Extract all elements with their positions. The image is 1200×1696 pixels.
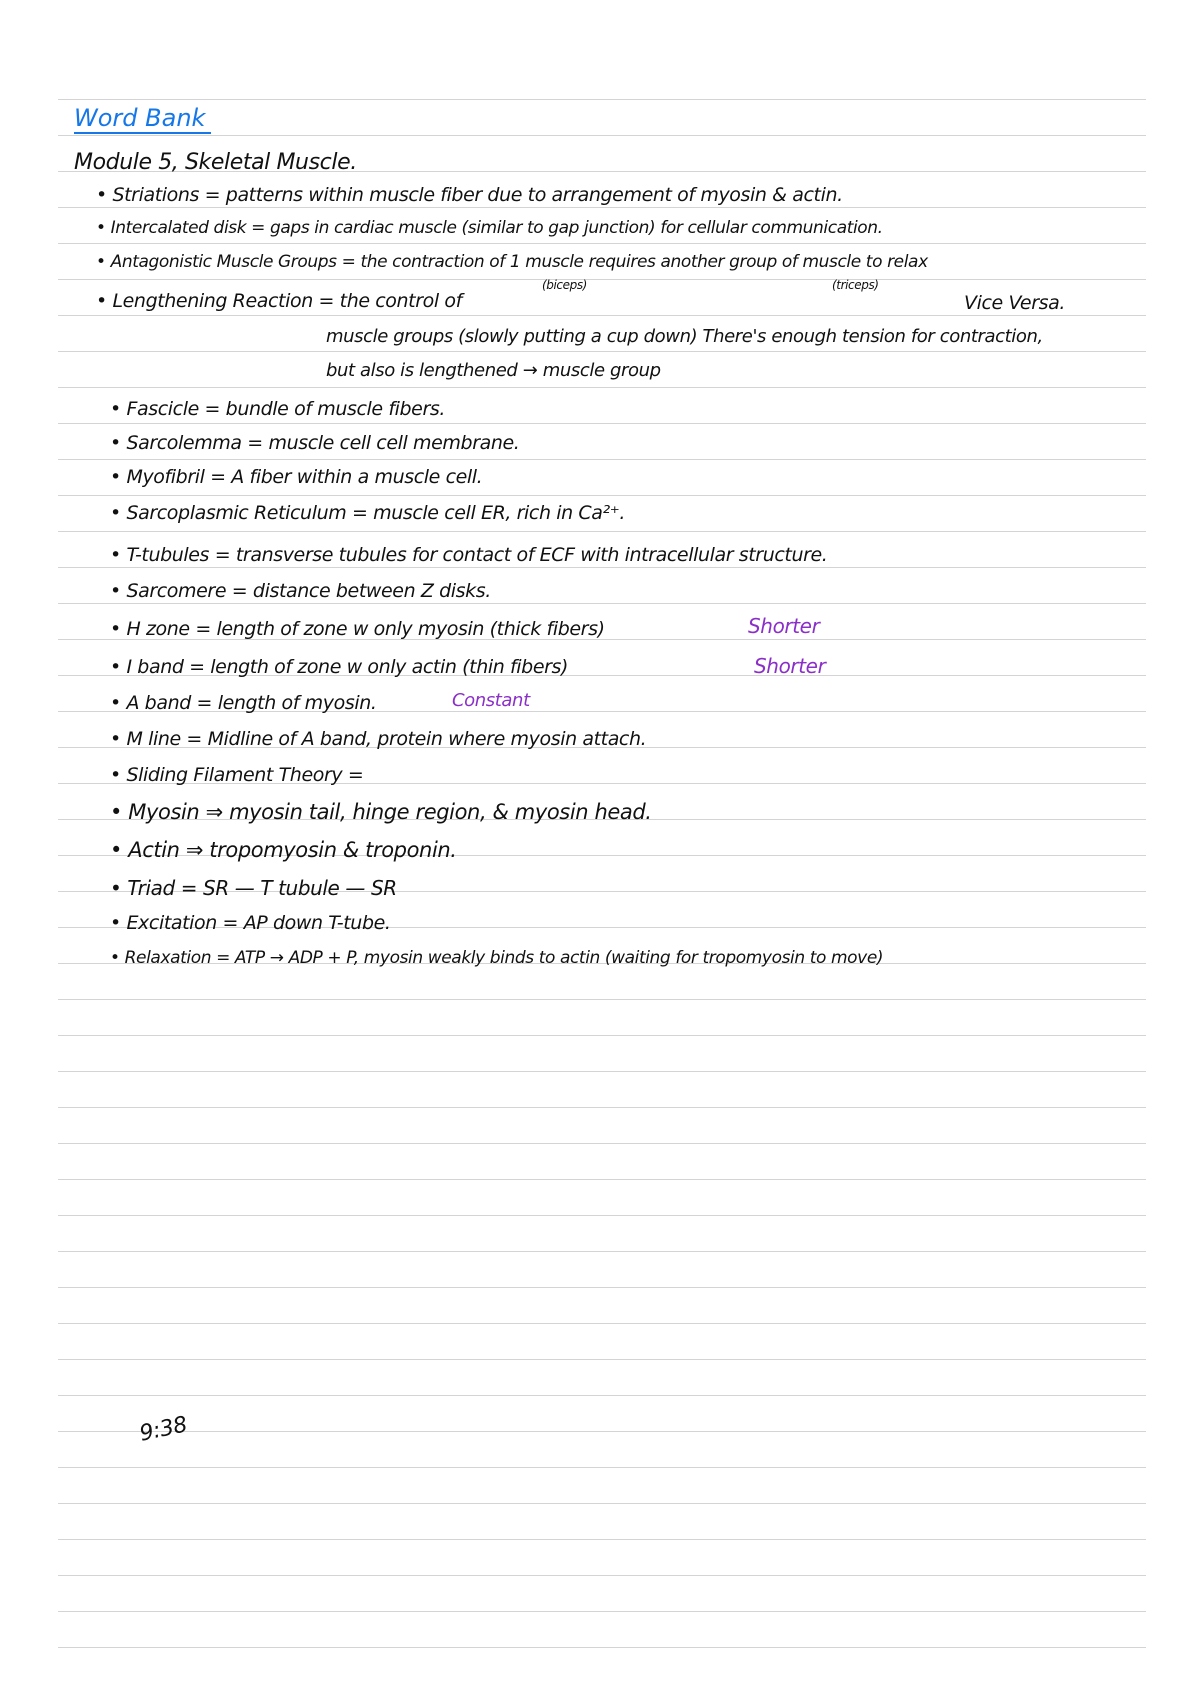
ruled-line <box>58 1323 1146 1324</box>
entry-lengthening-vice-versa: Vice Versa. <box>964 292 1066 314</box>
ruled-line <box>58 351 1146 352</box>
entry-antagonistic-muscle-groups: • Antagonistic Muscle Groups = the contraction of 1 muscle requires another group of muscle to relax <box>96 252 928 272</box>
entry-sarcolemma: • Sarcolemma = muscle cell cell membrane. <box>110 432 520 454</box>
entry-actin: • Actin ⇒ tropomyosin & troponin. <box>110 838 457 862</box>
annotation-h-zone-shorter: Shorter <box>748 614 820 638</box>
ruled-line <box>58 1107 1146 1108</box>
entry-lengthening-reaction: • Lengthening Reaction = the control of <box>96 290 462 312</box>
entry-excitation: • Excitation = AP down T-tube. <box>110 912 391 934</box>
ruled-line <box>58 567 1146 568</box>
ruled-line <box>58 1467 1146 1468</box>
ruled-line <box>58 1035 1146 1036</box>
ruled-line <box>58 387 1146 388</box>
ruled-line <box>58 1647 1146 1648</box>
entry-h-zone: • H zone = length of zone w only myosin (thick fibers) <box>110 618 605 640</box>
entry-intercalated-disk: • Intercalated disk = gaps in cardiac muscle (similar to gap junction) for cellular communication. <box>96 218 883 238</box>
entry-myofibril: • Myofibril = A fiber within a muscle cell. <box>110 466 483 488</box>
timestamp-note: 9:38 <box>137 1412 190 1447</box>
entry-relaxation: • Relaxation = ATP → ADP + P, myosin weakly binds to actin (waiting for tropomyosin to move) <box>110 948 884 968</box>
entry-fascicle: • Fascicle = bundle of muscle fibers. <box>110 398 445 420</box>
ruled-line <box>58 1611 1146 1612</box>
annotation-i-band-shorter: Shorter <box>754 654 826 678</box>
ruled-line <box>58 495 1146 496</box>
entry-sliding-filament-theory: • Sliding Filament Theory = <box>110 764 364 786</box>
ruled-line <box>58 999 1146 1000</box>
entry-striations: • Striations = patterns within muscle fiber due to arrangement of myosin & actin. <box>96 184 843 206</box>
annotation-triceps: (triceps) <box>832 278 879 292</box>
entry-i-band: • I band = length of zone w only actin (thin fibers) <box>110 656 569 678</box>
ruled-line <box>58 423 1146 424</box>
ruled-line <box>58 531 1146 532</box>
ruled-line <box>58 1575 1146 1576</box>
entry-sarcomere: • Sarcomere = distance between Z disks. <box>110 580 491 602</box>
ruled-line <box>58 1395 1146 1396</box>
ruled-line <box>58 1503 1146 1504</box>
module-heading: Module 5, Skeletal Muscle. <box>74 150 357 175</box>
ruled-line <box>58 1215 1146 1216</box>
ruled-line <box>58 1143 1146 1144</box>
entry-triad: • Triad = SR — T tubule — SR <box>110 876 397 900</box>
ruled-line <box>58 1071 1146 1072</box>
annotation-a-band-constant: Constant <box>452 690 530 711</box>
entry-a-band: • A band = length of myosin. <box>110 692 377 714</box>
annotation-biceps: (biceps) <box>542 278 587 292</box>
entry-t-tubules: • T-tubules = transverse tubules for contact of ECF with intracellular structure. <box>110 544 828 566</box>
ruled-line <box>58 1287 1146 1288</box>
ruled-line <box>58 99 1146 100</box>
ruled-line <box>58 1359 1146 1360</box>
ruled-line <box>58 603 1146 604</box>
ruled-line <box>58 1431 1146 1432</box>
entry-myosin: • Myosin ⇒ myosin tail, hinge region, & myosin head. <box>110 800 652 824</box>
ruled-line <box>58 1539 1146 1540</box>
ruled-line <box>58 1251 1146 1252</box>
page-title: Word Bank <box>74 104 211 134</box>
entry-lengthening-line-2: muscle groups (slowly putting a cup down) There's enough tension for contraction, <box>326 326 1043 347</box>
entry-m-line: • M line = Midline of A band, protein where myosin attach. <box>110 728 647 750</box>
ruled-line <box>58 135 1146 136</box>
ruled-line <box>58 243 1146 244</box>
ruled-line <box>58 459 1146 460</box>
ruled-line <box>58 279 1146 280</box>
entry-sarcoplasmic-reticulum: • Sarcoplasmic Reticulum = muscle cell ER, rich in Ca²⁺. <box>110 502 626 524</box>
entry-lengthening-line-3: but also is lengthened → muscle group <box>326 360 661 381</box>
ruled-line <box>58 207 1146 208</box>
ruled-line <box>58 315 1146 316</box>
ruled-line <box>58 1179 1146 1180</box>
